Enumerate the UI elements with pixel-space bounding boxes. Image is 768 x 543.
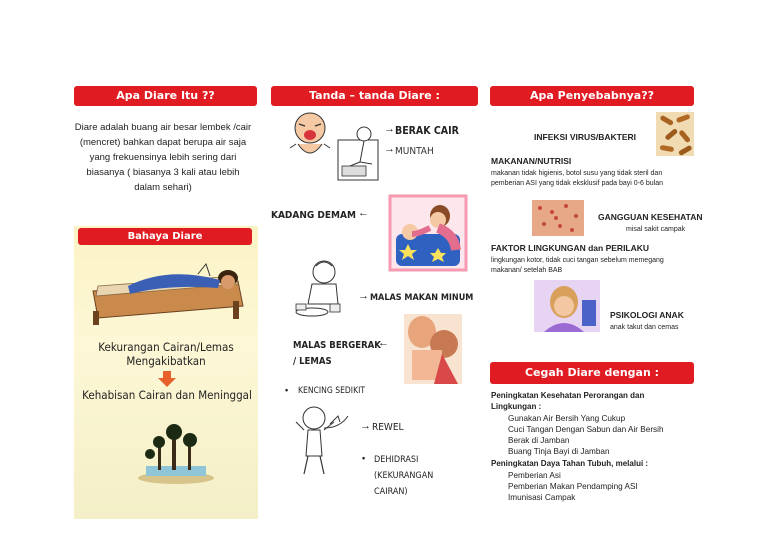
crying-baby-illustration <box>284 108 336 164</box>
prevent-point-1: Peningkatan Kesehatan Perorangan dan Lingkungan : <box>491 391 645 411</box>
sign-kencing-sedikit: KENCING SEDIKIT <box>298 386 365 396</box>
down-arrow-icon <box>158 371 176 387</box>
fussy-child-illustration <box>290 404 358 476</box>
prevent-item: Pemberian Makan Pendamping ASI <box>508 482 638 491</box>
header-apa-diare: Apa Diare Itu ?? <box>74 86 257 106</box>
sign-lemas: / LEMAS <box>293 356 332 367</box>
bullet-icon: • <box>362 453 366 463</box>
header-bahaya-diare: Bahaya Diare <box>78 228 252 245</box>
header-penyebab: Apa Penyebabnya?? <box>490 86 694 106</box>
cause-faktor-desc: lingkungan kotor, tidak cuci tangan sebelum memegang makanan/ setelah BAB <box>491 257 664 274</box>
cause-psikologi-title: PSIKOLOGI ANAK <box>610 310 684 320</box>
lethargic-child-illustration <box>404 314 462 384</box>
sign-kekurangan: (KEKURANGAN <box>374 471 434 481</box>
cause-gangguan-desc: misal sakit campak <box>626 226 686 233</box>
prevent-item: Cuci Tangan Dengan Sabun dan Air Bersih <box>508 425 664 434</box>
effect-kehabisan-cairan: Kehabisan Cairan dan Meninggal <box>82 388 252 402</box>
prevent-point-2: Peningkatan Daya Tahan Tubuh, melalui : <box>491 459 649 468</box>
prevent-item: Buang Tinja Bayi di Jamban <box>508 447 610 456</box>
sign-malas-bergerak: MALAS BERGERAK <box>293 340 381 351</box>
cause-faktor-title: FAKTOR LINGKUNGAN dan PERILAKU <box>491 243 650 253</box>
arrow-left-icon: ← <box>378 337 389 349</box>
sign-cairan: CAIRAN) <box>374 487 408 497</box>
bahaya-panel <box>74 226 258 519</box>
measles-skin-image <box>532 200 584 236</box>
arrow-icon: → <box>384 123 395 135</box>
arrow-icon: → <box>360 420 371 432</box>
cause-psikologi-desc: anak takut dan cemas <box>610 324 679 331</box>
sign-kadang-demam: KADANG DEMAM <box>271 210 356 221</box>
refuse-food-illustration <box>290 258 350 322</box>
cause-infeksi: INFEKSI VIRUS/BAKTERI <box>534 132 637 142</box>
sign-muntah: MUNTAH <box>395 146 434 157</box>
prevent-item: Berak di Jamban <box>508 436 570 445</box>
sign-dehidrasi: DEHIDRASI <box>374 455 419 465</box>
header-cegah: Cegah Diare dengan : <box>490 362 694 384</box>
cause-gangguan-title: GANGGUAN KESEHATAN <box>598 212 703 222</box>
dead-tree-illustration <box>136 422 216 484</box>
sick-person-bed-illustration <box>88 256 248 326</box>
prevent-item: Imunisasi Campak <box>508 493 576 502</box>
bullet-icon: • <box>285 385 289 395</box>
cause-makanan-title: MAKANAN/NUTRISI <box>491 156 572 166</box>
arrow-left-icon: ← <box>358 207 369 219</box>
prevent-item: Pemberian Asi <box>508 471 561 480</box>
child-psychology-image <box>534 280 600 332</box>
arrow-icon: → <box>358 290 369 302</box>
sign-berak-cair: BERAK CAIR <box>395 125 459 137</box>
fever-child-illustration <box>388 194 468 272</box>
definition-text: Diare adalah buang air besar lembek /cair (mencret) bahkan dapat berupa air saja yang frekuensinya lebih sering dari biasanya ( biasanya 3 kali atau lebih dalam sehari) <box>74 122 252 193</box>
sign-malas-makan: MALAS MAKAN MINUM <box>370 293 474 303</box>
header-tanda-diare: Tanda – tanda Diare : <box>271 86 478 106</box>
effect-kekurangan-cairan: Kekurangan Cairan/Lemas Mengakibatkan <box>98 340 234 368</box>
bacteria-image <box>656 112 694 156</box>
sign-rewel: REWEL <box>372 422 404 433</box>
prevent-item: Gunakan Air Bersih Yang Cukup <box>508 414 626 423</box>
cause-makanan-desc: makanan tidak higienis, botol susu yang tidak steril dan pemberian ASI yang tidak eksklusif pada bayi 0-6 bulan <box>491 170 663 187</box>
toilet-person-illustration <box>336 122 384 182</box>
arrow-icon: → <box>384 143 395 155</box>
